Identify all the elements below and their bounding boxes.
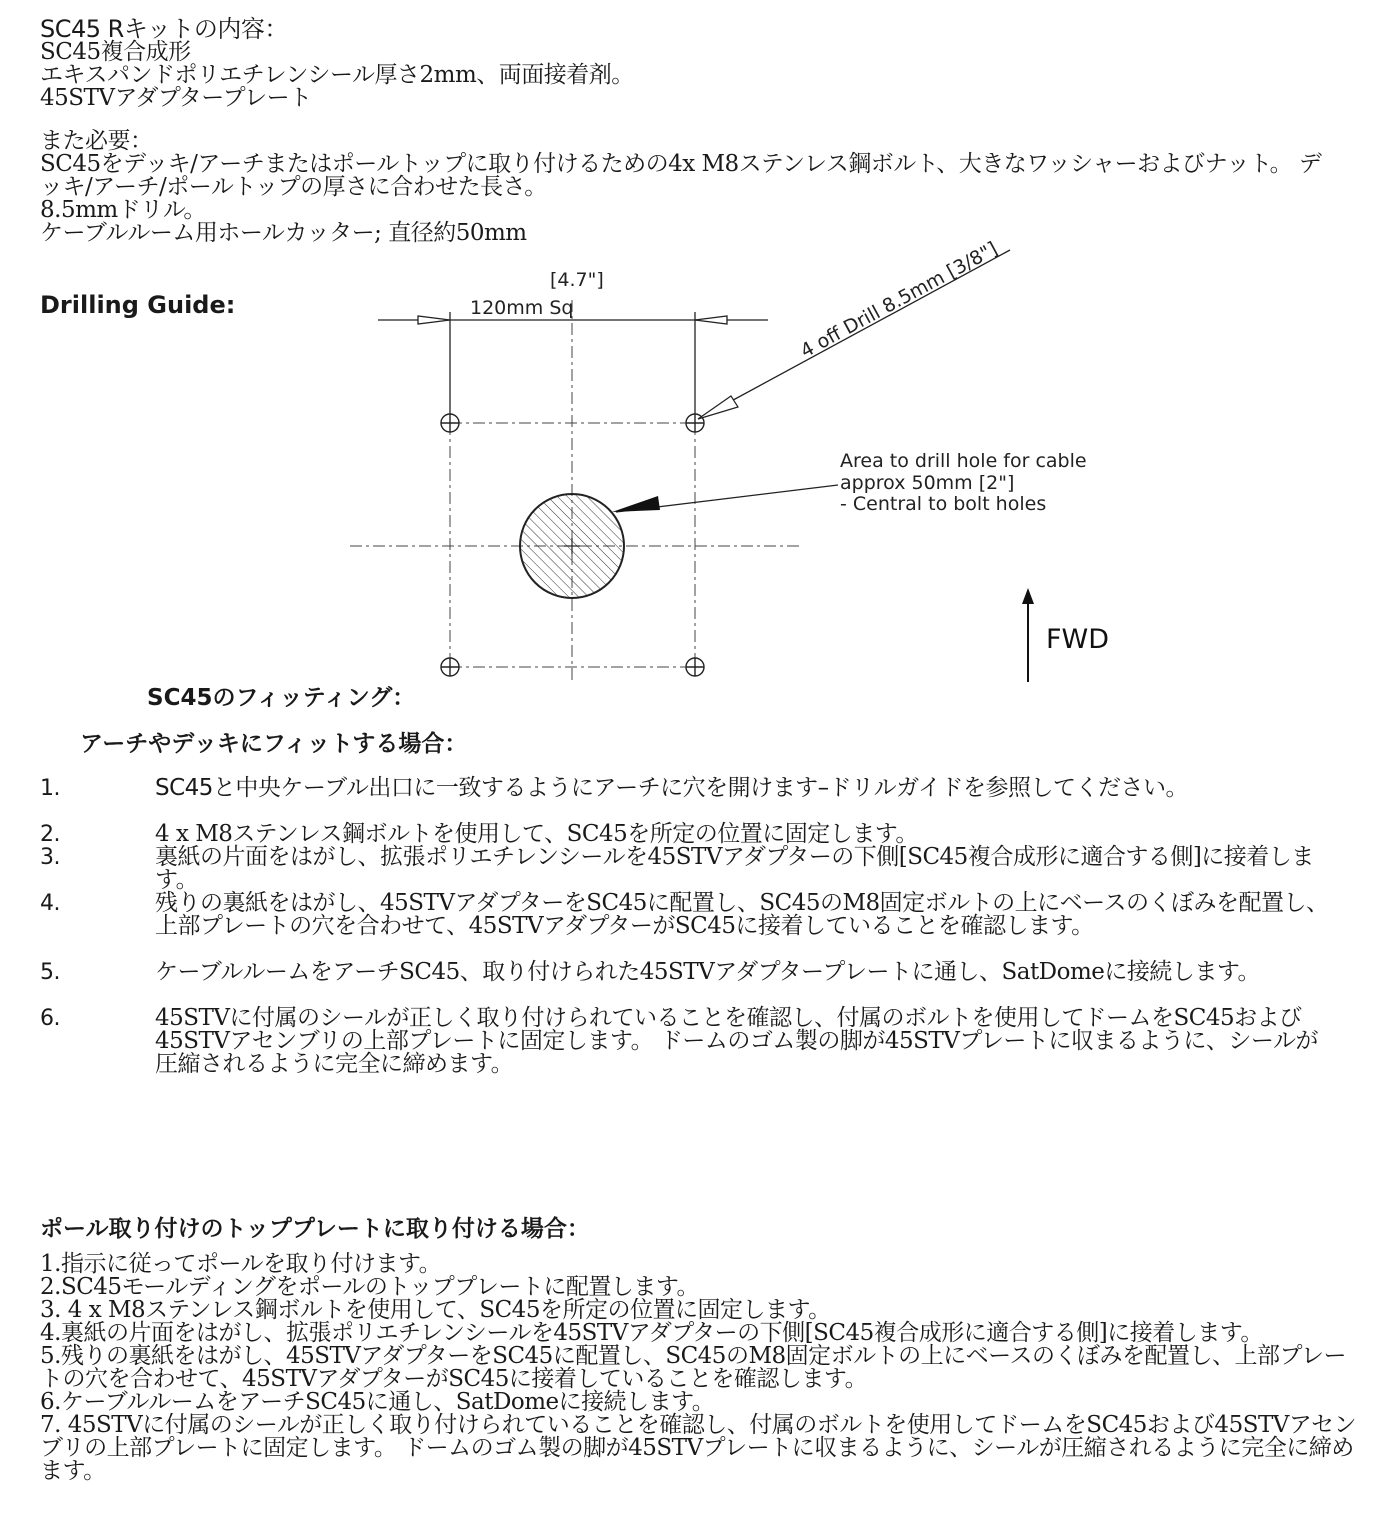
list-item: 1.指示に従ってポールを取り付けます。 xyxy=(40,1251,442,1277)
list-item xyxy=(40,777,1360,823)
list-item: 7. 45STVに付属のシールが正しく取り付けられていることを確認し、付属のボルトを使用してドームをSC45および45STVアセンブリの上部プレートに固定します。 ドームのゴム製の脚が45STVプレートに収まるように、シールが圧縮されるように完全に締めます。 xyxy=(40,1412,1357,1484)
required-item: 8.5mmドリル。 xyxy=(40,197,206,223)
list-item xyxy=(40,846,1360,892)
fitting-title: SC45のフィッティング： xyxy=(147,685,416,711)
step-number: 4. xyxy=(40,891,60,916)
bolt-hole xyxy=(441,414,459,432)
list-item: 3. 4 x M8ステンレス鋼ボルトを使用して、SC45を所定の位置に固定します。 xyxy=(40,1297,831,1323)
bolt-hole xyxy=(686,658,704,676)
forward-arrow-icon xyxy=(1022,588,1034,682)
kit-item: SC45複合成形 xyxy=(40,39,191,65)
step-number: 3. xyxy=(40,845,60,870)
required-title: また必要： xyxy=(40,128,153,154)
fwd-label: FWD xyxy=(1046,624,1110,655)
step-text: 4 x M8ステンレス鋼ボルトを使用して、SC45を所定の位置に固定します。 xyxy=(155,821,918,847)
cable-note-line: approx 50mm [2"] xyxy=(840,472,1015,494)
drilling-guide-diagram xyxy=(340,230,1110,770)
step-text: SC45と中央ケーブル出口に一致するようにアーチに穴を開けます–ドリルガイドを参照してください。 xyxy=(155,775,1188,801)
step-text: ケーブルルームをアーチSC45、取り付けられた45STVアダプタープレートに通し、SatDomeに接続します。 xyxy=(155,959,1261,985)
list-item xyxy=(40,1007,1360,1076)
cable-leader-arrow xyxy=(612,485,838,512)
required-item: SC45をデッキ/アーチまたはポールトップに取り付けるための4x M8ステンレス鋼ボルト、大きなワッシャーおよびナット。 デッキ/アーチ/ポールトップの厚さに合わせた長さ。 xyxy=(40,151,1322,200)
list-item: 5.残りの裏紙をはがし、45STVアダプターをSC45に配置し、SC45のM8固定ボルトの上にベースのくぼみを配置し、上部プレートの穴を合わせて、45STVアダプターがSC45に接着していることを確認します。 xyxy=(40,1343,1347,1392)
dimension-inch-label: [4.7"] xyxy=(550,269,604,291)
kit-contents-title: SC45 Rキットの内容： xyxy=(40,15,288,43)
pole-top-title: ポール取り付けのトッププレートに取り付ける場合： xyxy=(40,1216,590,1242)
list-item: 6.ケーブルルームをアーチSC45に通し、SatDomeに接続します。 xyxy=(40,1389,715,1415)
pole-steps-list xyxy=(40,1253,1360,1483)
step-number: 5. xyxy=(40,960,60,985)
kit-item: 45STVアダプタープレート xyxy=(40,85,312,111)
arch-deck-title: アーチやデッキにフィットする場合： xyxy=(80,731,468,757)
step-number: 2. xyxy=(40,822,60,847)
list-item xyxy=(40,823,1360,846)
bolt-hole xyxy=(441,658,459,676)
kit-item: エキスパンドポリエチレンシール厚さ2mm、両面接着剤。 xyxy=(40,62,634,88)
cable-note-line: Area to drill hole for cable xyxy=(840,450,1087,472)
step-text: 裏紙の片面をはがし、拡張ポリエチレンシールを45STVアダプターの下側[SC45複合成形に適合する側]に接着します。 xyxy=(155,844,1314,893)
cable-hole xyxy=(520,494,624,598)
centre-lines xyxy=(350,300,800,682)
list-item: 2.SC45モールディングをポールのトッププレートに配置します。 xyxy=(40,1274,699,1300)
list-item: 4.裏紙の片面をはがし、拡張ポリエチレンシールを45STVアダプターの下側[SC45複合成形に適合する側]に接着します。 xyxy=(40,1320,1263,1346)
drill-note-label: 4 off Drill 8.5mm [3/8"] xyxy=(796,237,1002,363)
drilling-guide-title: Drilling Guide: xyxy=(40,291,236,319)
list-item xyxy=(40,892,1360,961)
required-items-section xyxy=(40,130,1360,245)
list-item xyxy=(40,961,1360,1007)
arch-steps-list xyxy=(40,777,1360,1076)
cable-note-line: - Central to bolt holes xyxy=(840,493,1047,515)
step-number: 1. xyxy=(40,776,60,801)
step-text: 45STVに付属のシールが正しく取り付けられていることを確認し、付属のボルトを使用してドームをSC45および45STVアセンブリの上部プレートに固定します。 ドームのゴム製の脚が45STVプレートに収まるように、シールが圧縮されるように完全に締めます。 xyxy=(155,1005,1318,1077)
kit-contents-section xyxy=(40,17,1360,110)
dimension-mm-label: 120mm Sq xyxy=(470,297,574,319)
step-number: 6. xyxy=(40,1006,60,1031)
step-text: 残りの裏紙をはがし、45STVアダプターをSC45に配置し、SC45のM8固定ボルトの上にベースのくぼみを配置し、上部プレートの穴を合わせて、45STVアダプターがSC45に接着していることを確認します。 xyxy=(155,890,1329,939)
required-item: ケーブルルーム用ホールカッター; 直径約50mm xyxy=(40,220,527,246)
